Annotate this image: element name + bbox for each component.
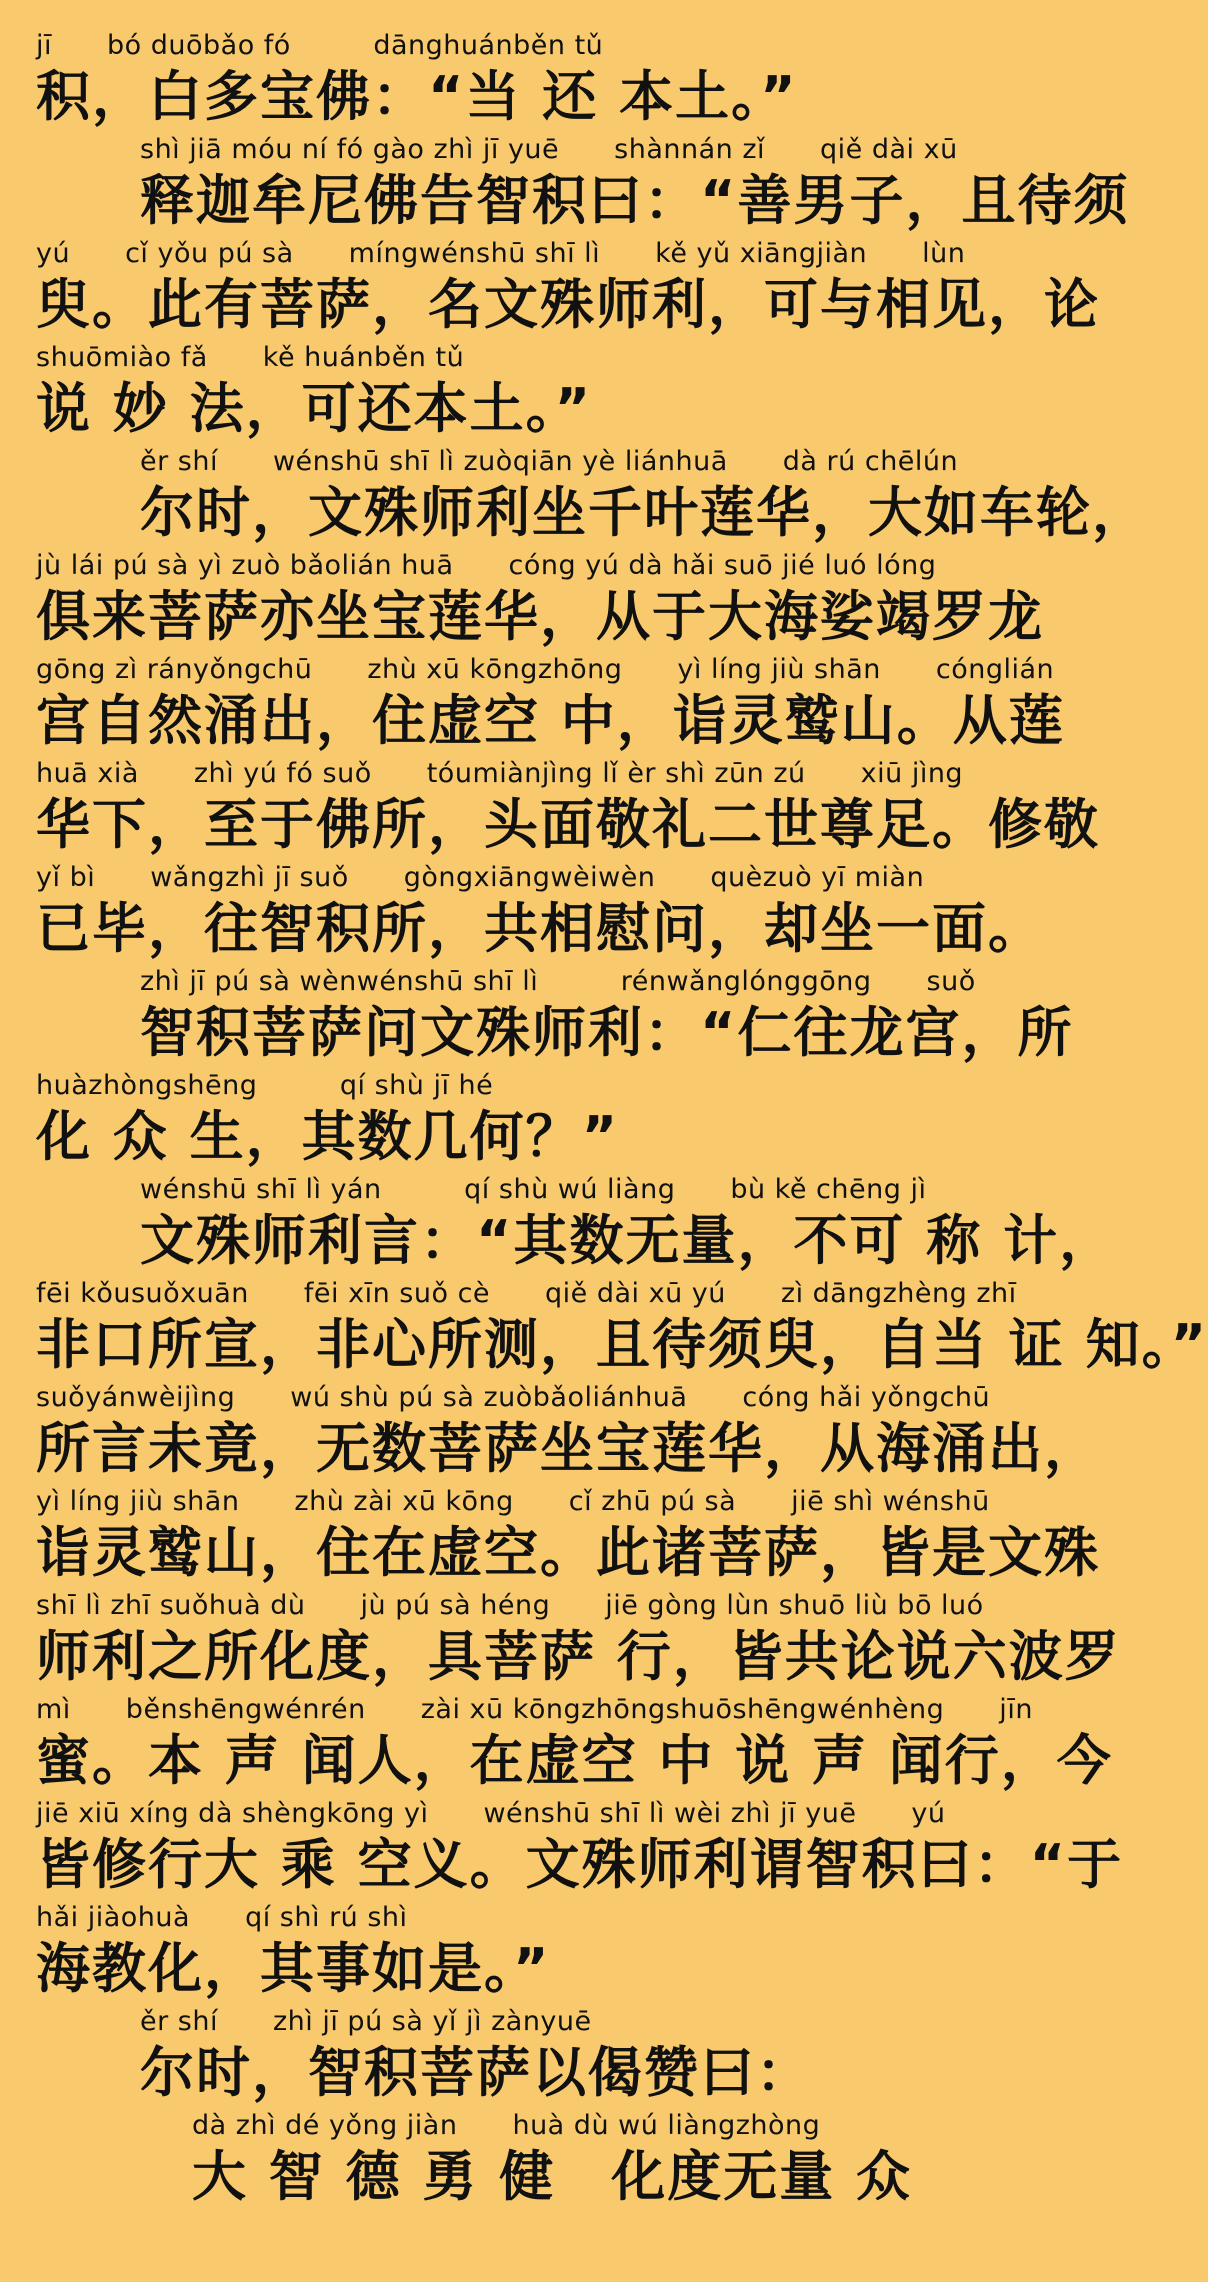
text-line-18 <box>36 1798 1124 1898</box>
chinese-text: 非口所宣，非心所测，且待须臾，自当 证 知。” <box>36 1313 1208 1376</box>
pinyin-annotation: hǎi jiàohuà qí shì rú shì <box>36 1902 408 1933</box>
text-line-20 <box>140 2006 1040 2106</box>
text-line-2 <box>140 134 1130 234</box>
text-line-8 <box>36 758 1100 858</box>
pinyin-annotation: dà zhì dé yǒng jiàn huà dù wú liàngzhòng <box>192 2110 821 2141</box>
pinyin-annotation: suǒyánwèijìng wú shù pú sà zuòbǎoliánhuā cóng hǎi yǒngchū <box>36 1382 991 1413</box>
chinese-text: 师利之所化度，具菩萨 行，皆共论说六波罗 <box>36 1625 1121 1688</box>
pinyin-annotation: jiē xiū xíng dà shèngkōng yì wénshū shī lì wèi zhì jī yuē yú <box>36 1798 946 1829</box>
pinyin-annotation: shī lì zhī suǒhuà dù jù pú sà héng jiē gòng lùn shuō liù bō luó <box>36 1590 984 1621</box>
pinyin-annotation: yú cǐ yǒu pú sà míngwénshū shī lì kě yǔ xiāngjiàn lùn <box>36 238 966 269</box>
chinese-text: 大 智 德 勇 健 化度无量 众 <box>192 2145 912 2208</box>
text-line-5 <box>140 446 1148 546</box>
pinyin-annotation: gōng zì rányǒngchū zhù xū kōngzhōng yì líng jiù shān cónglián <box>36 654 1055 685</box>
chinese-text: 积，白多宝佛：“当 还 本土。” <box>36 65 798 128</box>
chinese-text: 蜜。本 声 闻人，在虚空 中 说 声 闻行，今 <box>36 1729 1113 1792</box>
pinyin-annotation: wénshū shī lì yán qí shù wú liàng bù kě chēng jì <box>140 1174 927 1205</box>
pinyin-annotation: jī bó duōbǎo fó dānghuánběn tǔ <box>36 30 604 61</box>
chinese-text: 皆修行大 乘 空义。文殊师利谓智积曰：“于 <box>36 1833 1124 1896</box>
pinyin-annotation: huàzhòngshēng qí shù jī hé <box>36 1070 494 1101</box>
text-line-3 <box>36 238 1100 338</box>
pinyin-annotation: shuōmiào fǎ kě huánběn tǔ <box>36 342 465 373</box>
text-line-11 <box>36 1070 1046 1170</box>
text-line-1 <box>36 30 1046 130</box>
text-line-6 <box>36 550 1046 650</box>
verse-line-1 <box>192 2110 1042 2210</box>
chinese-text: 宫自然涌出，住虚空 中，诣灵鹫山。从莲 <box>36 689 1065 752</box>
text-line-14 <box>36 1382 1100 1482</box>
chinese-text: 臾。此有菩萨，名文殊师利，可与相见，论 <box>36 273 1100 336</box>
chinese-text: 海教化，其事如是。” <box>36 1937 551 2000</box>
chinese-text: 尔时，智积菩萨以偈赞曰： <box>140 2041 812 2104</box>
pinyin-annotation: mì běnshēngwénrén zài xū kōngzhōngshuōshēngwénhèng jīn <box>36 1694 1033 1725</box>
text-line-12 <box>140 1174 1116 1274</box>
pinyin-annotation: zhì jī pú sà wènwénshū shī lì rénwǎnglónggōng suǒ <box>140 966 976 997</box>
chinese-text: 文殊师利言：“其数无量，不可 称 计， <box>140 1209 1116 1272</box>
text-line-10 <box>140 966 1074 1066</box>
chinese-text: 尔时，文殊师利坐千叶莲华，大如车轮， <box>140 481 1148 544</box>
pinyin-annotation: jù lái pú sà yì zuò bǎolián huā cóng yú dà hǎi suō jié luó lóng <box>36 550 937 581</box>
text-line-17 <box>36 1694 1113 1794</box>
chinese-text: 华下，至于佛所，头面敬礼二世尊足。修敬 <box>36 793 1100 856</box>
chinese-text: 释迦牟尼佛告智积曰：“善男子，且待须 <box>140 169 1130 232</box>
text-line-7 <box>36 654 1065 754</box>
chinese-text: 智积菩萨问文殊师利：“仁往龙宫，所 <box>140 1001 1074 1064</box>
text-line-13 <box>36 1278 1208 1378</box>
chinese-text: 所言未竟，无数菩萨坐宝莲华，从海涌出， <box>36 1417 1100 1480</box>
chinese-text: 化 众 生，其数几何？” <box>36 1105 620 1168</box>
text-line-19 <box>36 1902 1046 2002</box>
pinyin-annotation: shì jiā móu ní fó gào zhì jī yuē shànnán zǐ qiě dài xū <box>140 134 958 165</box>
pinyin-annotation: yǐ bì wǎngzhì jī suǒ gòngxiāngwèiwèn quèzuò yī miàn <box>36 862 925 893</box>
pinyin-annotation: ěr shí zhì jī pú sà yǐ jì zànyuē <box>140 2006 592 2037</box>
text-line-15 <box>36 1486 1100 1586</box>
pinyin-annotation: huā xià zhì yú fó suǒ tóumiànjìng lǐ èr shì zūn zú xiū jìng <box>36 758 964 789</box>
pinyin-annotation: ěr shí wénshū shī lì zuòqiān yè liánhuā dà rú chēlún <box>140 446 959 477</box>
text-line-4 <box>36 342 1046 442</box>
pinyin-annotation: yì líng jiù shān zhù zài xū kōng cǐ zhū pú sà jiē shì wénshū <box>36 1486 990 1517</box>
text-line-9 <box>36 862 1046 962</box>
chinese-text: 诣灵鹫山，住在虚空。此诸菩萨，皆是文殊 <box>36 1521 1100 1584</box>
chinese-text: 已毕，往智积所，共相慰问，却坐一面。 <box>36 897 1044 960</box>
text-line-16 <box>36 1590 1121 1690</box>
chinese-text: 俱来菩萨亦坐宝莲华，从于大海娑竭罗龙 <box>36 585 1044 648</box>
chinese-text: 说 妙 法，可还本土。” <box>36 377 593 440</box>
pinyin-annotation: fēi kǒusuǒxuān fēi xīn suǒ cè qiě dài xū yú zì dāngzhèng zhī <box>36 1278 1017 1309</box>
